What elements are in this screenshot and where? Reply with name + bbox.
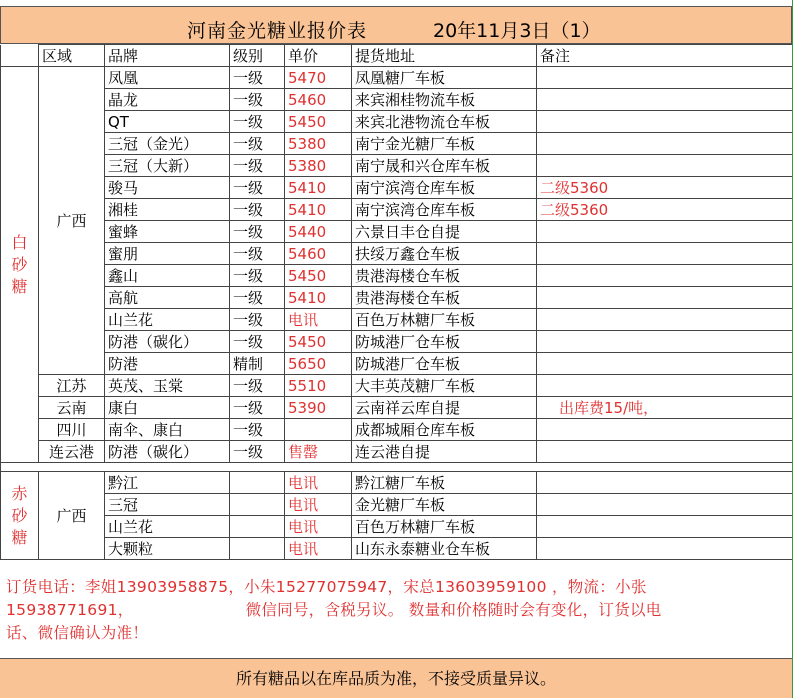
address-cell: 防城港厂仓车板 — [352, 353, 537, 375]
note-cell — [537, 538, 793, 560]
table-row — [1, 265, 793, 287]
price-cell: 5450 — [285, 265, 352, 287]
address-cell: 云南祥云库自提 — [352, 397, 537, 419]
contact-line: 订货电话：李姐13903958875，小朱15277075947，宋总13603959100 ，物流：小张 — [6, 578, 647, 596]
table-row — [1, 177, 793, 199]
brand-cell: QT — [105, 111, 230, 133]
address-cell: 六景日丰仓自提 — [352, 221, 537, 243]
grade-cell — [230, 516, 285, 538]
title-bar — [0, 6, 792, 44]
header-cell: 备注 — [537, 45, 793, 67]
table-row — [1, 375, 793, 397]
table-row — [1, 309, 793, 331]
grade-cell: 一级 — [230, 265, 285, 287]
table-row — [1, 287, 793, 309]
grade-cell: 精制 — [230, 353, 285, 375]
grade-cell: 一级 — [230, 287, 285, 309]
brand-cell: 山兰花 — [105, 516, 230, 538]
table-row — [1, 155, 793, 177]
address-cell: 来宾湘桂物流车板 — [352, 89, 537, 111]
header-cell: 级别 — [230, 45, 285, 67]
price-cell: 电讯 — [285, 309, 352, 331]
note-cell: 出库费15/吨， — [537, 397, 793, 419]
price-table — [0, 44, 793, 560]
category-char: 砂 — [11, 254, 28, 274]
brand-cell: 湘桂 — [105, 199, 230, 221]
table-row — [1, 111, 793, 133]
address-cell: 南宁金光糖厂车板 — [352, 133, 537, 155]
address-cell: 南宁滨湾仓库车板 — [352, 177, 537, 199]
note-cell — [537, 221, 793, 243]
brand-cell: 三冠（大新） — [105, 155, 230, 177]
section-gap — [1, 463, 793, 472]
price-cell: 5460 — [285, 243, 352, 265]
address-cell: 来宾北港物流仓车板 — [352, 111, 537, 133]
note-cell — [537, 243, 793, 265]
address-cell: 连云港自提 — [352, 441, 537, 463]
price-cell: 5410 — [285, 199, 352, 221]
grade-cell: 一级 — [230, 155, 285, 177]
contact-info — [0, 566, 792, 656]
grade-cell: 一级 — [230, 111, 285, 133]
note-cell — [537, 331, 793, 353]
brand-cell: 防港 — [105, 353, 230, 375]
brand-cell: 南伞、康白 — [105, 419, 230, 441]
header-cell: 提货地址 — [352, 45, 537, 67]
grade-cell: 一级 — [230, 199, 285, 221]
grade-cell: 一级 — [230, 397, 285, 419]
address-cell: 黔江糖厂车板 — [352, 472, 537, 494]
address-cell: 大丰英茂糖厂车板 — [352, 375, 537, 397]
note-cell — [537, 419, 793, 441]
note-cell — [537, 441, 793, 463]
region-cell: 连云港 — [39, 441, 105, 463]
note-cell — [537, 516, 793, 538]
note-cell — [537, 375, 793, 397]
category-char: 糖 — [11, 527, 28, 547]
header-cell: 品牌 — [105, 45, 230, 67]
region-cell: 江苏 — [39, 375, 105, 397]
footer-note: 所有糖品以在库品质为准，不接受质量异议。 — [235, 669, 556, 688]
address-cell: 金光糖厂车板 — [352, 494, 537, 516]
table-row — [1, 516, 793, 538]
grade-cell: 一级 — [230, 67, 285, 89]
gap-cell — [1, 463, 793, 472]
brand-cell: 英茂、玉棠 — [105, 375, 230, 397]
grade-cell — [230, 472, 285, 494]
grade-cell: 一级 — [230, 331, 285, 353]
grade-cell: 一级 — [230, 309, 285, 331]
grade-cell — [230, 538, 285, 560]
brand-cell: 康白 — [105, 397, 230, 419]
brand-cell: 高航 — [105, 287, 230, 309]
table-row — [1, 199, 793, 221]
table-row — [1, 133, 793, 155]
note-cell — [537, 67, 793, 89]
table-row — [1, 67, 793, 89]
address-cell: 山东永泰糖业仓车板 — [352, 538, 537, 560]
table-row — [1, 397, 793, 419]
address-cell: 扶绥万鑫仓车板 — [352, 243, 537, 265]
brand-cell: 三冠 — [105, 494, 230, 516]
address-cell: 南宁晟和兴仓库车板 — [352, 155, 537, 177]
note-cell — [537, 89, 793, 111]
table-row — [1, 353, 793, 375]
address-cell: 南宁滨湾仓库车板 — [352, 199, 537, 221]
price-cell — [285, 419, 352, 441]
table-row — [1, 89, 793, 111]
category-char: 糖 — [11, 276, 28, 296]
category-char: 赤 — [11, 483, 28, 503]
price-cell: 电讯 — [285, 494, 352, 516]
table-row — [1, 538, 793, 560]
category-char: 砂 — [11, 505, 28, 525]
grade-cell: 一级 — [230, 177, 285, 199]
brand-cell: 晶龙 — [105, 89, 230, 111]
region-cell: 广西 — [39, 472, 105, 560]
note-cell — [537, 133, 793, 155]
grade-cell — [230, 494, 285, 516]
price-cell: 电讯 — [285, 516, 352, 538]
contact-line: 话、微信确认为准！ — [6, 624, 149, 642]
table-row — [1, 494, 793, 516]
sheet-date: 20年11月3日（1） — [433, 20, 601, 42]
brand-cell: 大颗粒 — [105, 538, 230, 560]
price-cell: 售罄 — [285, 441, 352, 463]
grade-cell: 一级 — [230, 419, 285, 441]
header-row — [1, 45, 793, 67]
contact-line: 微信同号，含税另议。 数量和价格随时会有变化，订货以电 — [245, 601, 662, 619]
brand-cell: 鑫山 — [105, 265, 230, 287]
region-cell: 云南 — [39, 397, 105, 419]
note-cell: 二级5360 — [537, 199, 793, 221]
note-cell — [537, 472, 793, 494]
table-row — [1, 243, 793, 265]
table-row — [1, 221, 793, 243]
price-cell: 5470 — [285, 67, 352, 89]
brand-cell: 山兰花 — [105, 309, 230, 331]
address-cell: 防城港厂仓车板 — [352, 331, 537, 353]
note-cell — [537, 155, 793, 177]
brand-cell: 蜜蜂 — [105, 221, 230, 243]
price-cell: 5410 — [285, 177, 352, 199]
brand-cell: 蜜朋 — [105, 243, 230, 265]
note-cell — [537, 309, 793, 331]
category-brown-sugar — [1, 472, 39, 560]
grade-cell: 一级 — [230, 441, 285, 463]
price-cell: 电讯 — [285, 472, 352, 494]
table-row — [1, 331, 793, 353]
price-cell: 5390 — [285, 397, 352, 419]
brand-cell: 黔江 — [105, 472, 230, 494]
header-cell: 单价 — [285, 45, 352, 67]
price-cell: 5450 — [285, 331, 352, 353]
category-char: 白 — [11, 232, 28, 252]
table-row — [1, 419, 793, 441]
address-cell: 贵港海楼仓车板 — [352, 265, 537, 287]
header-cell: 区域 — [39, 45, 105, 67]
note-cell — [537, 353, 793, 375]
price-cell: 5460 — [285, 89, 352, 111]
grade-cell: 一级 — [230, 89, 285, 111]
footer-bar — [0, 658, 792, 698]
grade-cell: 一级 — [230, 133, 285, 155]
table-row — [1, 441, 793, 463]
brand-cell: 骏马 — [105, 177, 230, 199]
sheet-edge — [792, 0, 800, 698]
note-cell: 二级5360 — [537, 177, 793, 199]
region-cell: 广西 — [39, 67, 105, 375]
grade-cell: 一级 — [230, 243, 285, 265]
corner-cell — [1, 45, 39, 67]
contact-line: 15938771691， — [6, 601, 134, 619]
table-row — [1, 472, 793, 494]
price-cell: 5450 — [285, 111, 352, 133]
price-cell: 5440 — [285, 221, 352, 243]
region-cell: 四川 — [39, 419, 105, 441]
sheet-title: 河南金光糖业报价表 — [187, 20, 368, 42]
brand-cell: 防港（碳化） — [105, 441, 230, 463]
address-cell: 凤凰糖厂车板 — [352, 67, 537, 89]
category-white-sugar — [1, 67, 39, 463]
note-cell — [537, 494, 793, 516]
brand-cell: 防港（碳化） — [105, 331, 230, 353]
grade-cell: 一级 — [230, 221, 285, 243]
address-cell: 成都城厢仓库车板 — [352, 419, 537, 441]
note-cell — [537, 287, 793, 309]
price-cell: 电讯 — [285, 538, 352, 560]
price-cell: 5410 — [285, 287, 352, 309]
address-cell: 百色万林糖厂车板 — [352, 309, 537, 331]
note-cell — [537, 111, 793, 133]
note-cell — [537, 265, 793, 287]
brand-cell: 三冠（金光） — [105, 133, 230, 155]
address-cell: 百色万林糖厂车板 — [352, 516, 537, 538]
price-cell: 5650 — [285, 353, 352, 375]
grade-cell: 一级 — [230, 375, 285, 397]
price-cell: 5380 — [285, 133, 352, 155]
price-cell: 5510 — [285, 375, 352, 397]
address-cell: 贵港海楼仓车板 — [352, 287, 537, 309]
price-cell: 5380 — [285, 155, 352, 177]
brand-cell: 凤凰 — [105, 67, 230, 89]
